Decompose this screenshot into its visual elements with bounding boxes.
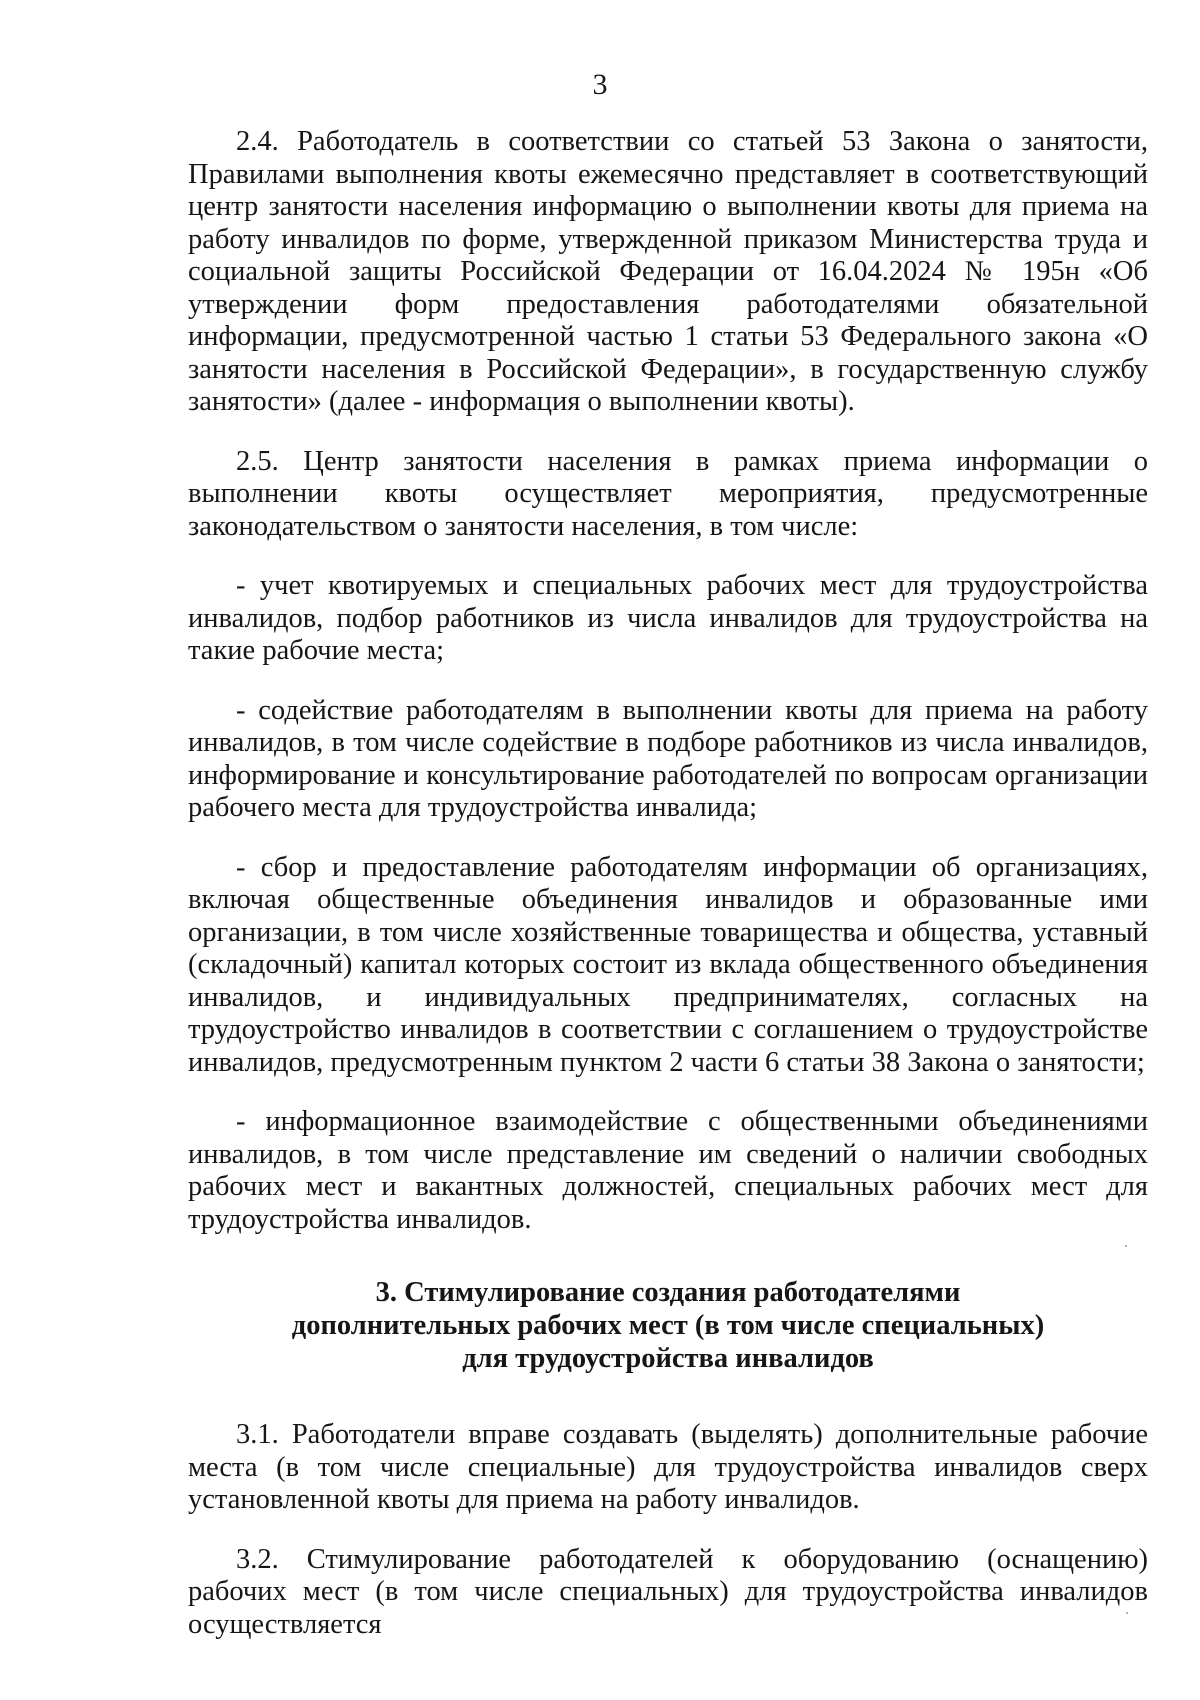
paragraph-2-4: 2.4. Работодатель в соответствии со статьей 53 Закона о занятости, Правилами выполнения квоты ежемесячно представляет в соответствующий центр занятости населения информацию о выполнении квоты для приема на работу инвалидов по форме, утвержденной приказом Министерства труда и социальной защиты Российской Федерации от 16.04.2024 № 195н «Об утверждении форм предоставления работодателями обязательной информации, предусмотренной частью 1 статьи 53 Федерального закона «О занятости населения в Российской Федерации», в государственную службу занятости» (далее - информация о выполнении квоты).: [188, 126, 1148, 417]
document-body: [188, 126, 1148, 1668]
list-item-employer-assistance: - содействие работодателям в выполнении квоты для приема на работу инвалидов, в том числе содействие в подборе работников из числа инвалидов, информирование и консультирование работодателей по вопросам организации рабочего места для трудоустройства инвалида;: [188, 694, 1148, 823]
heading-line: для трудоустройства инвалидов: [462, 1343, 874, 1374]
section-3-heading: [188, 1276, 1148, 1375]
page-number: 3: [592, 68, 608, 101]
list-item-workplace-accounting: - учет квотируемых и специальных рабочих мест для трудоустройства инвалидов, подбор работников из числа инвалидов для трудоустройства на такие рабочие места;: [188, 570, 1148, 666]
list-item-information-interaction: - информационное взаимодействие с общественными объединениями инвалидов, в том числе представление им сведений о наличии свободных рабочих мест и вакантных должностей, специальных рабочих мест для трудоустройства инвалидов.: [188, 1106, 1148, 1235]
list-item-information-collection: - сбор и предоставление работодателям информации об организациях, включая общественные объединения инвалидов и образованные ими организации, в том числе хозяйственные товарищества и общества, уставный (складочный) капитал которых состоит из вклада общественного объединения инвалидов, и индивидуальных предпринимателях, согласных на трудоустройство инвалидов в соответствии с соглашением о трудоустройстве инвалидов, предусмотренным пунктом 2 части 6 статьи 38 Закона о занятости;: [188, 851, 1148, 1078]
heading-line: дополнительных рабочих мест (в том числе специальных): [291, 1310, 1045, 1341]
scan-speck: [1125, 1245, 1127, 1247]
paragraph-3-2: 3.2. Стимулирование работодателей к оборудованию (оснащению) рабочих мест (в том числе специальных) для трудоустройства инвалидов осуществляется: [188, 1543, 1148, 1640]
heading-line: 3. Стимулирование создания работодателями: [375, 1277, 961, 1308]
scan-speck: [1126, 1612, 1128, 1614]
paragraph-3-1: 3.1. Работодатели вправе создавать (выделять) дополнительные рабочие места (в том числе специальные) для трудоустройства инвалидов сверх установленной квоты для приема на работу инвалидов.: [188, 1419, 1148, 1515]
paragraph-2-5: 2.5. Центр занятости населения в рамках приема информации о выполнении квоты осуществляет мероприятия, предусмотренные законодательством о занятости населения, в том числе:: [188, 445, 1148, 542]
